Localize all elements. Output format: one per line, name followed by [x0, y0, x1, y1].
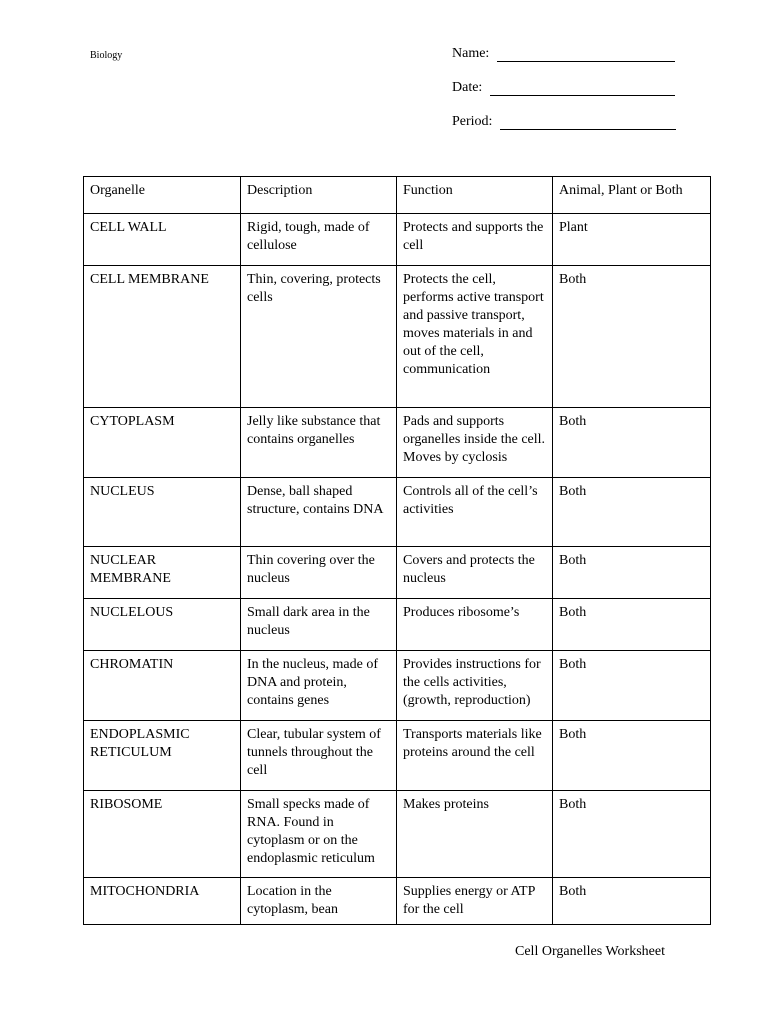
column-header-organelle: Organelle — [84, 177, 241, 214]
organelle-cell: RIBOSOME — [84, 791, 241, 878]
function-cell: Transports materials like proteins around the cell — [397, 721, 553, 791]
description-cell: Small dark area in the nucleus — [241, 599, 397, 651]
description-cell: Thin, covering, protects cells — [241, 266, 397, 408]
function-cell: Produces ribosome’s — [397, 599, 553, 651]
type-cell: Plant — [553, 214, 711, 266]
period-blank-line[interactable] — [500, 115, 676, 130]
function-cell: Protects and supports the cell — [397, 214, 553, 266]
description-cell: Small specks made of RNA. Found in cytoplasm or on the endoplasmic reticulum — [241, 791, 397, 878]
date-label: Date: — [452, 80, 483, 95]
period-label: Period: — [452, 114, 493, 129]
function-cell: Pads and supports organelles inside the cell. Moves by cyclosis — [397, 408, 553, 478]
worksheet-title-footer: Cell Organelles Worksheet — [515, 944, 665, 959]
organelle-cell: NUCLEAR MEMBRANE — [84, 547, 241, 599]
description-cell: Jelly like substance that contains organelles — [241, 408, 397, 478]
organelle-cell: CELL MEMBRANE — [84, 266, 241, 408]
description-cell: Clear, tubular system of tunnels throughout the cell — [241, 721, 397, 791]
function-cell: Supplies energy or ATP for the cell — [397, 878, 553, 925]
description-cell: Location in the cytoplasm, bean — [241, 878, 397, 925]
description-cell: Thin covering over the nucleus — [241, 547, 397, 599]
organelle-cell: NUCLELOUS — [84, 599, 241, 651]
subject-label: Biology — [90, 50, 123, 61]
date-field[interactable] — [452, 80, 675, 96]
name-blank-line[interactable] — [497, 47, 675, 62]
description-cell: Dense, ball shaped structure, contains DNA — [241, 478, 397, 547]
organelle-cell: CHROMATIN — [84, 651, 241, 721]
table-row — [84, 599, 711, 651]
function-cell: Protects the cell, performs active transport and passive transport, moves materials in and out of the cell, communication — [397, 266, 553, 408]
type-cell: Both — [553, 791, 711, 878]
name-field[interactable] — [452, 46, 675, 62]
table-row — [84, 721, 711, 791]
organelle-cell: ENDOPLASMIC RETICULUM — [84, 721, 241, 791]
organelle-cell: NUCLEUS — [84, 478, 241, 547]
type-cell: Both — [553, 478, 711, 547]
table-row — [84, 214, 711, 266]
function-cell: Controls all of the cell’s activities — [397, 478, 553, 547]
table-row — [84, 547, 711, 599]
organelle-cell: CYTOPLASM — [84, 408, 241, 478]
column-header-type: Animal, Plant or Both — [553, 177, 711, 214]
organelle-cell: MITOCHONDRIA — [84, 878, 241, 925]
table-row — [84, 266, 711, 408]
description-cell: In the nucleus, made of DNA and protein, contains genes — [241, 651, 397, 721]
column-header-description: Description — [241, 177, 397, 214]
type-cell: Both — [553, 547, 711, 599]
date-blank-line[interactable] — [490, 81, 675, 96]
type-cell: Both — [553, 721, 711, 791]
table-row — [84, 878, 711, 925]
type-cell: Both — [553, 599, 711, 651]
organelle-cell: CELL WALL — [84, 214, 241, 266]
table-row — [84, 791, 711, 878]
column-header-function: Function — [397, 177, 553, 214]
organelle-table — [83, 176, 711, 925]
table-row — [84, 478, 711, 547]
table-row — [84, 408, 711, 478]
table-header-row — [84, 177, 711, 214]
type-cell: Both — [553, 408, 711, 478]
description-cell: Rigid, tough, made of cellulose — [241, 214, 397, 266]
function-cell: Provides instructions for the cells activities, (growth, reproduction) — [397, 651, 553, 721]
type-cell: Both — [553, 651, 711, 721]
function-cell: Covers and protects the nucleus — [397, 547, 553, 599]
period-field[interactable] — [452, 114, 676, 130]
type-cell: Both — [553, 878, 711, 925]
function-cell: Makes proteins — [397, 791, 553, 878]
table-row — [84, 651, 711, 721]
type-cell: Both — [553, 266, 711, 408]
name-label: Name: — [452, 46, 490, 61]
